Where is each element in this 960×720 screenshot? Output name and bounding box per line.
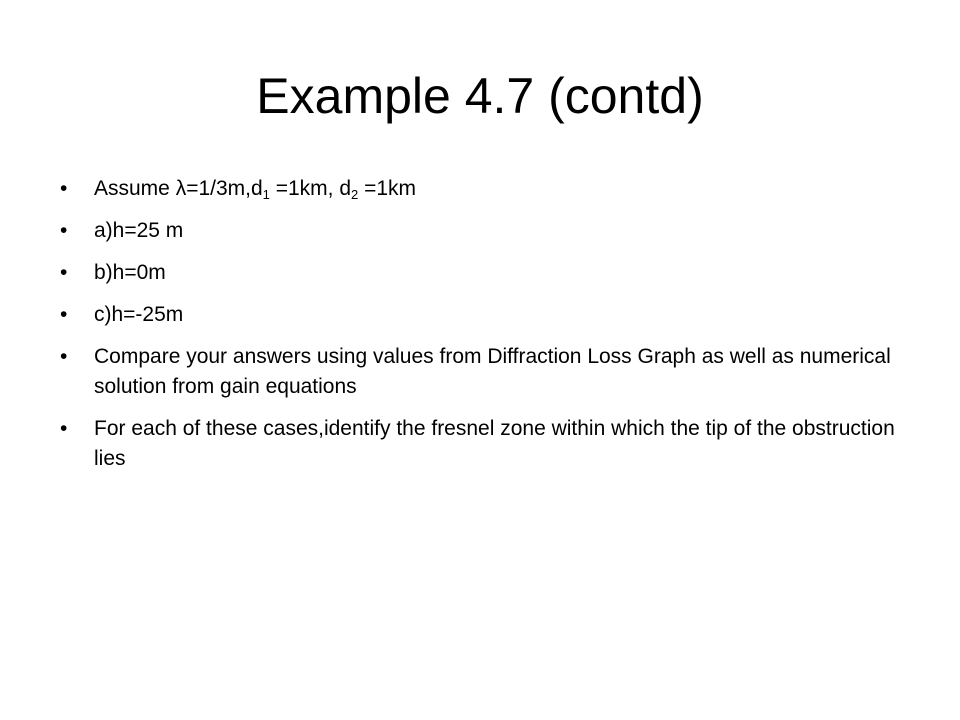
bullet-text: [94, 177, 416, 200]
assumption-text-part: =1km, d: [269, 177, 352, 200]
bullet-item-fresnel-zone: [60, 414, 900, 474]
bullet-icon: •: [60, 261, 68, 284]
bullet-icon: •: [60, 417, 68, 440]
bullet-text: Compare your answers using values from Diffraction Loss Graph as well as numerical solution from gain equations: [94, 345, 891, 398]
bullet-list: [60, 174, 900, 486]
assumption-text-part: =1km: [358, 177, 417, 200]
bullet-icon: •: [60, 219, 68, 242]
slide-title: Example 4.7 (contd): [256, 68, 704, 124]
bullet-icon: •: [60, 303, 68, 326]
bullet-icon: •: [60, 345, 68, 368]
bullet-text: b)h=0m: [94, 261, 166, 284]
bullet-item-case-b: [60, 258, 900, 288]
bullet-item-case-a: [60, 216, 900, 246]
bullet-item-assumptions: [60, 174, 900, 204]
bullet-icon: •: [60, 177, 68, 200]
bullet-text: a)h=25 m: [94, 219, 184, 242]
bullet-text: For each of these cases,identify the fresnel zone within which the tip of the obstruction lies: [94, 417, 895, 470]
bullet-text: c)h=-25m: [94, 303, 184, 326]
bullet-item-case-c: [60, 300, 900, 330]
bullet-item-compare: [60, 342, 900, 402]
assumption-text-part: Assume λ=1/3m,d: [94, 177, 263, 200]
subscript: 1: [262, 187, 270, 202]
subscript: 2: [351, 187, 359, 202]
